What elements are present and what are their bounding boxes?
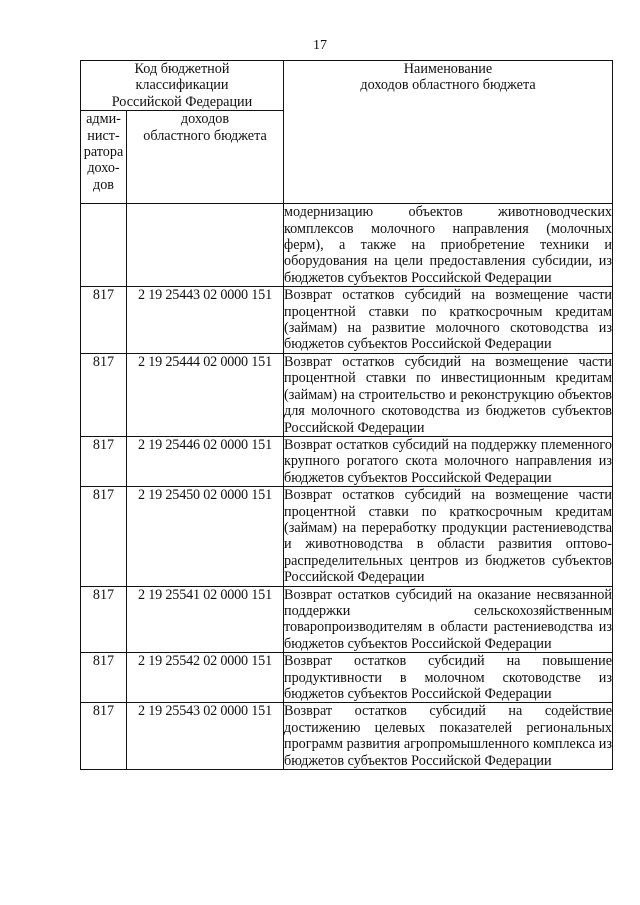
admin-code-cell: 817: [81, 586, 127, 653]
income-code-cell: [127, 204, 284, 287]
table-row: [81, 353, 613, 436]
budget-classification-table: [80, 60, 613, 770]
header-group-line: классификации: [135, 77, 229, 94]
header-group-line: Код бюджетной: [134, 61, 230, 77]
table-row: [81, 653, 613, 703]
income-name-cell: Возврат остатков субсидий на возмещение части процентной ставки по краткосрочным кредитам (займам) на переработку продукции растениеводства и животноводства в области развития оптово-распределительных центров из бюджетов субъектов Российской Федерации: [284, 487, 612, 586]
table-row: [81, 703, 613, 770]
table-row: [81, 204, 613, 287]
table-row: [81, 287, 613, 354]
income-name-cell: модернизацию объектов животноводческих комплексов молочного направления (молочных ферм), а также на приобретение техники и оборудования на цели предоставления субсидии, из бюджетов субъектов Российской Федерации: [284, 204, 612, 286]
income-code-cell: 2 19 25450 02 0000 151: [127, 487, 284, 586]
header-admin-line: дохо-: [87, 160, 120, 177]
admin-code-cell: [81, 204, 127, 287]
income-name-cell: Возврат остатков субсидий на возмещение части процентной ставки по инвестиционным кредитам (займам) на строительство и реконструкцию объектов для молочного скотоводства из бюджетов субъектов Российской Федерации: [284, 353, 612, 436]
table-row: [81, 586, 613, 653]
admin-code-cell: 817: [81, 487, 127, 586]
header-admin-line: дов: [92, 176, 114, 193]
header-code-line: доходов: [180, 111, 230, 128]
admin-code-cell: 817: [81, 353, 127, 436]
table-row: [81, 487, 613, 586]
header-admin-lines: [81, 111, 126, 193]
header-admin-line: адми-: [86, 111, 121, 128]
income-code-cell: 2 19 25446 02 0000 151: [127, 436, 284, 486]
income-name-cell: Возврат остатков субсидий на возмещение части процентной ставки по краткосрочным кредитам (займам) на развитие молочного скотоводства из бюджетов субъектов Российской Федерации: [284, 287, 612, 353]
admin-code-cell: 817: [81, 436, 127, 486]
admin-code-cell: 817: [81, 653, 127, 703]
header-row-1: [81, 61, 613, 111]
header-income-administrator: [81, 111, 127, 204]
header-code-lines: [127, 111, 283, 144]
header-income-name: [284, 61, 613, 204]
header-admin-line: ратора: [83, 144, 124, 161]
header-budget-classification-code: [81, 61, 284, 111]
income-code-cell: 2 19 25443 02 0000 151: [127, 287, 284, 354]
header-regional-budget-income-code: [127, 111, 284, 204]
income-code-cell: 2 19 25543 02 0000 151: [127, 703, 284, 770]
table-header: [81, 61, 613, 204]
page-number: 17: [313, 38, 327, 53]
income-name-cell: Возврат остатков субсидий на содействие достижению целевых показателей региональных программ развития агропромышленного комплекса из бюджетов субъектов Российской Федерации: [284, 703, 612, 769]
income-name-cell: Возврат остатков субсидий на поддержку племенного крупного рогатого скота молочного направления из бюджетов субъектов Российской Федерации: [284, 436, 612, 486]
header-admin-line: нист-: [87, 127, 120, 144]
admin-code-cell: 817: [81, 287, 127, 354]
income-code-cell: 2 19 25541 02 0000 151: [127, 586, 284, 653]
table-row: [81, 436, 613, 486]
header-name-lines: [284, 61, 612, 94]
income-name-cell: Возврат остатков субсидий на оказание несвязанной поддержки сельскохозяйственным товаропроизводителям в области растениеводства из бюджетов субъектов Российской Федерации: [284, 586, 612, 652]
header-name-line: доходов областного бюджета: [360, 77, 536, 94]
header-group-lines: [81, 61, 283, 110]
admin-code-cell: 817: [81, 703, 127, 770]
header-name-line: Наименование: [403, 61, 493, 77]
income-code-cell: 2 19 25444 02 0000 151: [127, 353, 284, 436]
header-code-line: областного бюджета: [143, 127, 267, 144]
income-code-cell: 2 19 25542 02 0000 151: [127, 653, 284, 703]
income-name-cell: Возврат остатков субсидий на повышение продуктивности в молочном скотоводстве из бюджетов субъектов Российской Федерации: [284, 653, 612, 702]
header-group-line: Российской Федерации: [111, 93, 253, 110]
table-body: [81, 204, 613, 770]
